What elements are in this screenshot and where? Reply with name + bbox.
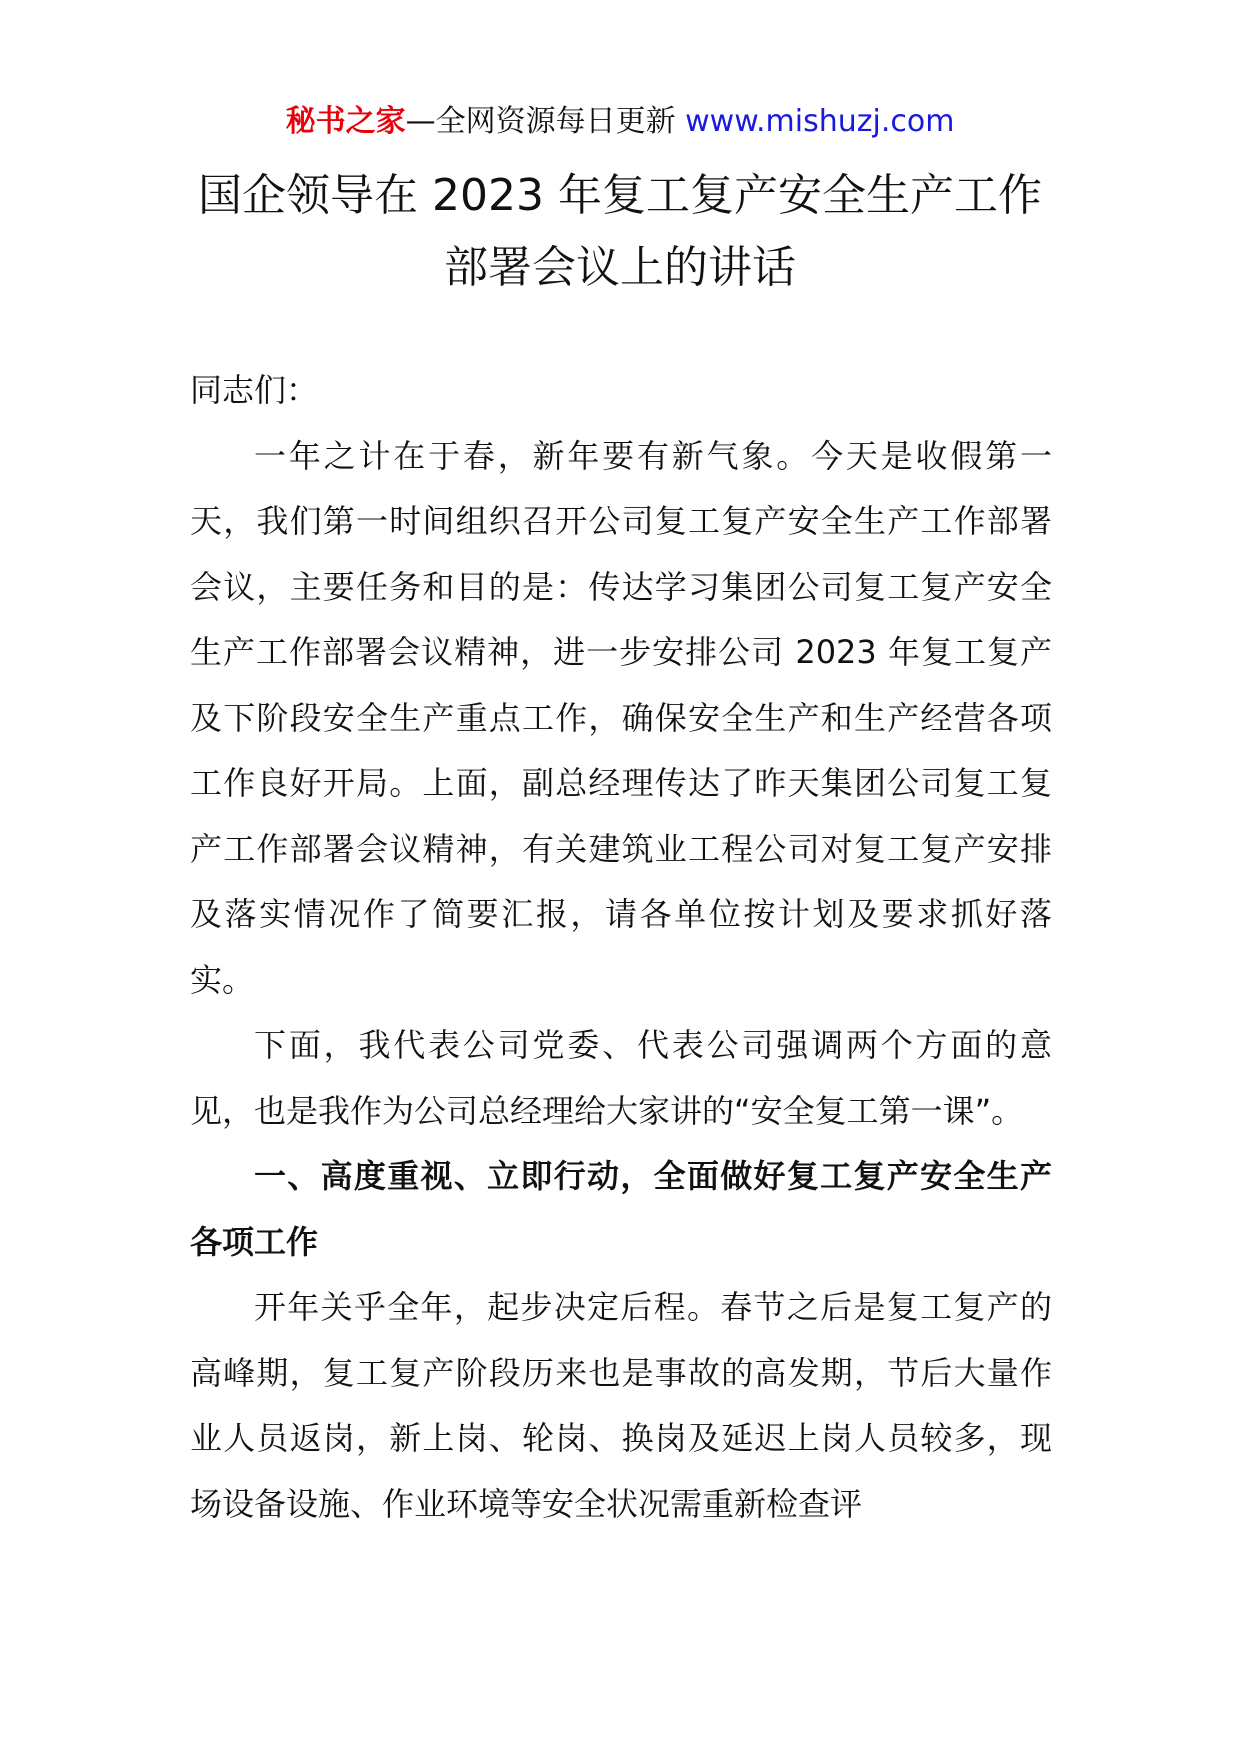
document-title: [120, 160, 1120, 304]
body-paragraph: 开年关乎全年，起步决定后程。春节之后是复工复产的高峰期，复工复产阶段历来也是事故的高发期，节后大量作业人员返岗，新上岗、轮岗、换岗及延迟上岗人员较多，现场设备设施、作业环境等安全状况需重新检查评: [190, 1288, 1052, 1523]
brand-name: 秘书之家: [285, 104, 406, 139]
site-url-link[interactable]: www.mishuzj.com: [685, 104, 955, 139]
body-paragraph: 一年之计在于春，新年要有新气象。今天是收假第一天，我们第一时间组织召开公司复工复产安全生产工作部署会议，主要任务和目的是：传达学习集团公司复工复产安全生产工作部署会议精神，进一步安排公司 2023 年复工复产及下阶段安全生产重点工作，确保安全生产和生产经营各项工作良好开局。上面，副总经理传达了昨天集团公司复工复产工作部署会议精神，有关建筑业工程公司对复工复产安排及落实情况作了简要汇报，请各单位按计划及要求抓好落实。: [190, 436, 1052, 999]
body-paragraph: 下面，我代表公司党委、代表公司强调两个方面的意见，也是我作为公司总经理给大家讲的“安全复工第一课”。: [190, 1026, 1052, 1130]
salutation: 同志们：: [190, 371, 319, 409]
document-body: [190, 358, 1052, 1537]
banner-tagline: —全网资源每日更新: [405, 104, 686, 139]
title-line-1: 国企领导在 2023 年复工复产安全生产工作: [198, 170, 1042, 221]
section-heading: 一、高度重视、立即行动，全面做好复工复产安全生产各项工作: [190, 1157, 1052, 1261]
title-line-2: 部署会议上的讲话: [444, 242, 796, 293]
site-banner: [0, 100, 1240, 144]
